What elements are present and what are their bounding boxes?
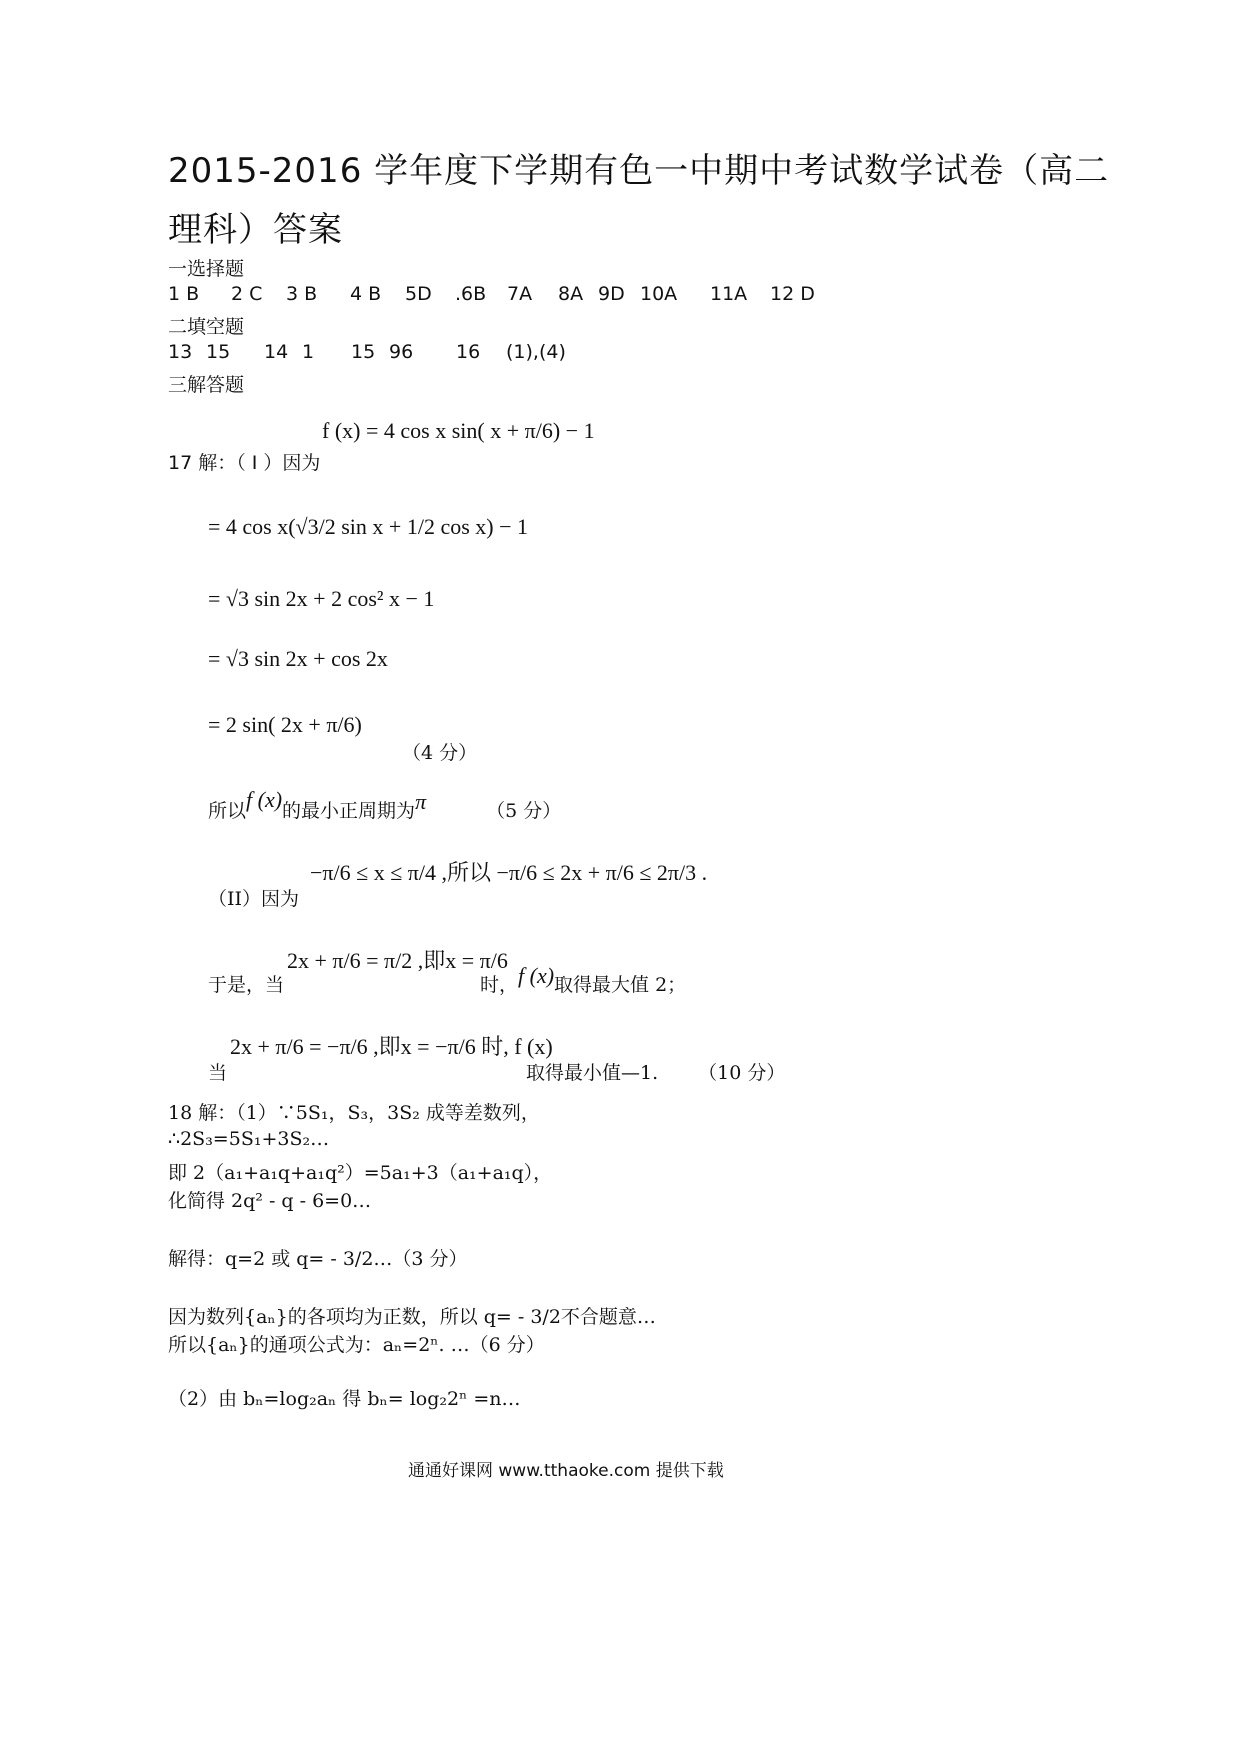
period-pre: 所以 (208, 800, 247, 822)
q18-line-4: 化简得 2q² - q - 6=0… (168, 1190, 372, 1212)
min-post: 取得最小值—1. (526, 1062, 659, 1084)
choice-answer-8: 8A (558, 283, 584, 305)
q17-min-pre: 当 (208, 1062, 228, 1084)
q17-inequality: −π/6 ≤ x ≤ π/4 ,所以 −π/6 ≤ 2x + π/6 ≤ 2π/3 . (310, 860, 708, 885)
q17-score-4: （4 分） (402, 742, 478, 764)
q17-min-line (526, 1058, 785, 1085)
q17-eq1 (322, 418, 595, 444)
max-fx: f (x) (518, 963, 555, 988)
q18-line-5: 解得：q=2 或 q= - 3/2…（3 分） (168, 1248, 468, 1270)
q17-max-pre: 于是，当 (208, 974, 285, 996)
fill-q14: 14 (264, 341, 289, 363)
title-line-1: 2015-2016 学年度下学期有色一中期中考试数学试卷（高二 (168, 151, 1110, 191)
q18-line-2: ∴2S₃=5S₁+3S₂… (168, 1128, 330, 1150)
choice-answer-7: 7A (507, 283, 533, 305)
fill-q13: 13 (168, 341, 193, 363)
q17-eq2: = 4 cos x(√3/2 sin x + 1/2 cos x) − 1 (208, 514, 528, 539)
q18-line-7: 所以{aₙ}的通项公式为：aₙ=2ⁿ. …（6 分） (168, 1334, 545, 1356)
fill-q15: 15 (351, 341, 376, 363)
q17-part2-label: （II）因为 (208, 888, 300, 910)
section-choice-heading: 一选择题 (168, 258, 245, 280)
fill-a13: 15 (206, 341, 231, 363)
choice-answer-2: 2 C (231, 283, 263, 305)
q17-eq3: = √3 sin 2x + 2 cos² x − 1 (208, 586, 435, 611)
choice-answer-10: 10A (640, 283, 678, 305)
period-mid: 的最小正周期为 (282, 800, 416, 822)
title-line-2: 理科）答案 (168, 210, 343, 250)
q18-line-8: （2）由 bₙ=log₂aₙ 得 bₙ= log₂2ⁿ =n… (168, 1388, 521, 1410)
q18-line-6: 因为数列{aₙ}的各项均为正数，所以 q= - 3/2不合题意… (168, 1306, 656, 1328)
q17-score-10: （10 分） (698, 1062, 786, 1084)
fill-answers (168, 341, 566, 363)
max-post: 取得最大值 2； (554, 974, 687, 996)
page-footer: 通通好课网 www.tthaoke.com 提供下载 (408, 1461, 724, 1481)
period-fx: f (x) (246, 787, 283, 812)
fill-a16: (1),(4) (506, 341, 566, 363)
q17-eq5: = 2 sin( 2x + π/6) (208, 712, 362, 737)
choice-answer-6: .6B (455, 283, 487, 305)
section-fill-heading: 二填空题 (168, 316, 245, 338)
q17-max-eq: 2x + π/6 = π/2 ,即x = π/6 (287, 948, 508, 973)
period-pi: π (415, 789, 427, 814)
max-mid: 时， (480, 974, 519, 996)
choice-answer-11: 11A (710, 283, 748, 305)
q17-period-line (208, 787, 562, 823)
q17-score-5: （5 分） (486, 800, 562, 822)
q17-min-eq: 2x + π/6 = −π/6 ,即x = −π/6 时, f (x) (230, 1034, 553, 1059)
choice-answer-4: 4 B (350, 283, 382, 305)
fill-a15: 96 (389, 341, 414, 363)
section-solution-heading: 三解答题 (168, 374, 245, 396)
fill-q16: 16 (456, 341, 481, 363)
q18-line-1: 18 解：（1）∵5S₁，S₃，3S₂ 成等差数列， (168, 1102, 540, 1124)
q17-intro: 17 解：（ I ）因为 (168, 452, 321, 474)
choice-answer-5: 5D (405, 283, 432, 305)
choice-answer-1: 1 B (168, 283, 200, 305)
fill-a14: 1 (302, 341, 315, 363)
choice-answers (168, 283, 815, 305)
choice-answer-3: 3 B (286, 283, 318, 305)
q18-line-3: 即 2（a₁+a₁q+a₁q²）=5a₁+3（a₁+a₁q）， (168, 1162, 553, 1184)
choice-answer-9: 9D (598, 283, 625, 305)
q17-max-line (480, 963, 687, 997)
q17-eq4: = √3 sin 2x + cos 2x (208, 646, 388, 671)
choice-answer-12: 12 D (770, 283, 815, 305)
q17-eq1-text: f (x) = 4 cos x sin( x + π/6) − 1 (322, 418, 595, 443)
